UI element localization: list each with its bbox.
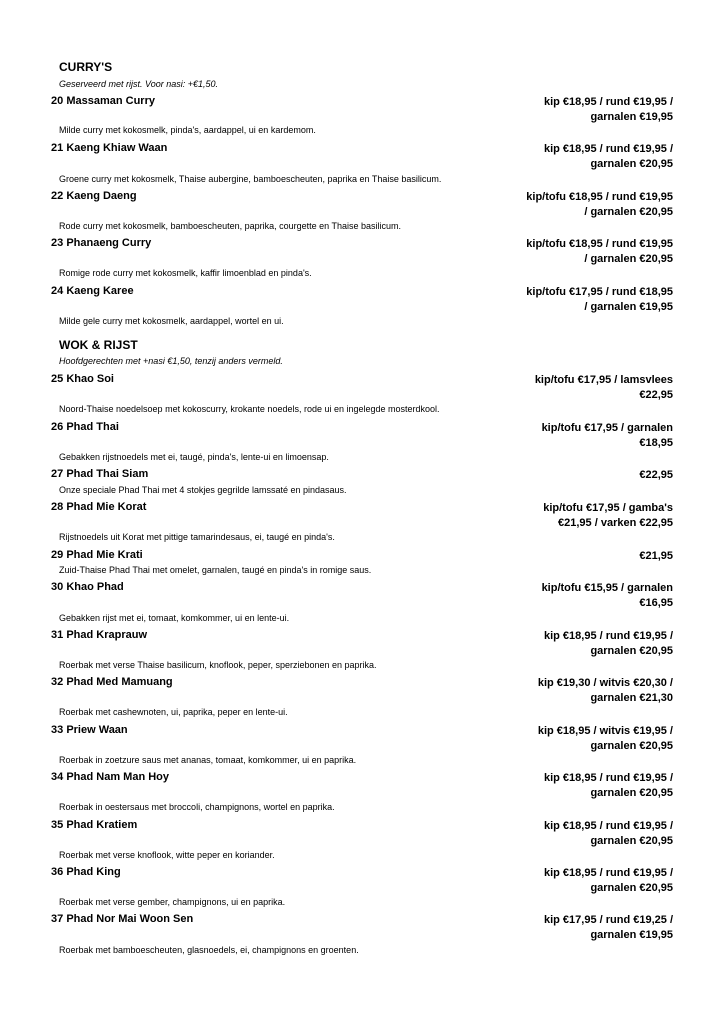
item-price [413, 373, 673, 403]
item-price [413, 468, 673, 483]
item-price-line: kip €18,95 / rund €19,95 / [543, 630, 673, 642]
item-description: Rijstnoedels uit Korat met pittige tamarindesaus, ei, taugé en pinda's. [59, 532, 335, 542]
item-name [51, 468, 148, 480]
item-description: Milde curry met kokosmelk, pinda's, aardappel, ui en kardemom. [59, 125, 316, 135]
item-price [413, 819, 673, 849]
item-price-line: kip €18,95 / rund €19,95 / [543, 820, 673, 832]
item-name [51, 421, 119, 433]
item-price [413, 237, 673, 267]
item-title: Kaeng Daeng [66, 190, 137, 202]
item-price-line: kip €17,95 / rund €19,25 / [543, 914, 673, 926]
item-number: 30 [51, 581, 64, 593]
item-name [51, 771, 169, 783]
item-description: Roerbak met verse Thaise basilicum, knoflook, peper, sperziebonen en paprika. [59, 660, 377, 670]
item-price-line: €18,95 [639, 437, 673, 449]
item-title: Kaeng Karee [66, 285, 134, 297]
item-title: Massaman Curry [66, 95, 155, 107]
item-description: Roerbak met verse gember, champignons, ui en paprika. [59, 897, 286, 907]
section-title: CURRY'S [59, 60, 113, 74]
item-price-line: kip €18,95 / rund €19,95 / [543, 867, 673, 879]
item-price-line: kip/tofu €17,95 / gamba's [543, 502, 673, 514]
item-price-line: / garnalen €20,95 [584, 253, 673, 265]
item-name [51, 866, 121, 878]
item-price-line: kip/tofu €18,95 / rund €19,95 [526, 238, 673, 250]
item-name [51, 676, 173, 688]
item-title: Phad Thai Siam [66, 468, 149, 480]
item-price-line: garnalen €20,95 [590, 882, 673, 894]
item-price [413, 913, 673, 943]
item-price-line: €16,95 [639, 597, 673, 609]
item-title: Khao Phad [66, 581, 124, 593]
item-title: Phad Mie Korat [66, 501, 147, 513]
item-price-line: €21,95 [639, 550, 673, 562]
item-price [413, 95, 673, 125]
item-title: Phad Nam Man Hoy [66, 771, 169, 783]
item-price-line: / garnalen €19,95 [584, 301, 673, 313]
item-price-line: kip/tofu €18,95 / rund €19,95 [526, 191, 673, 203]
item-name [51, 285, 134, 297]
item-price [413, 190, 673, 220]
item-description: Roerbak met verse knoflook, witte peper en koriander. [59, 850, 275, 860]
item-name [51, 819, 137, 831]
section-note: Geserveerd met rijst. Voor nasi: +€1,50. [59, 79, 218, 89]
item-price-line: garnalen €19,95 [590, 111, 673, 123]
item-name [51, 549, 143, 561]
item-price-line: €22,95 [639, 389, 673, 401]
item-price-line: garnalen €19,95 [590, 929, 673, 941]
item-number: 23 [51, 237, 64, 249]
item-price-line: / garnalen €20,95 [584, 206, 673, 218]
item-price-line: kip €19,30 / witvis €20,30 / [537, 677, 673, 689]
item-price-line: garnalen €20,95 [590, 645, 673, 657]
item-number: 20 [51, 95, 64, 107]
item-price [413, 501, 673, 531]
item-name [51, 373, 114, 385]
item-name [51, 913, 193, 925]
item-description: Rode curry met kokosmelk, bamboescheuten, paprika, courgette en Thaise basilicum. [59, 221, 402, 231]
item-price-line: garnalen €20,95 [590, 787, 673, 799]
item-title: Priew Waan [66, 724, 128, 736]
item-description: Noord-Thaise noedelsoep met kokoscurry, krokante noedels, rode ui en ingelegde mosterdkool. [59, 404, 440, 414]
item-number: 24 [51, 285, 64, 297]
item-title: Phanaeng Curry [66, 237, 152, 249]
item-name [51, 581, 124, 593]
item-description: Roerbak in oestersaus met broccoli, champignons, wortel en paprika. [59, 802, 335, 812]
item-title: Phad Kraprauw [66, 629, 147, 641]
item-title: Phad Nor Mai Woon Sen [66, 913, 194, 925]
item-description: Gebakken rijst met ei, tomaat, komkommer, ui en lente-ui. [59, 613, 290, 623]
item-description: Milde gele curry met kokosmelk, aardappel, wortel en ui. [59, 316, 284, 326]
item-description: Groene curry met kokosmelk, Thaise aubergine, bamboescheuten, paprika en Thaise basilicum. [59, 174, 442, 184]
section-note: Hoofdgerechten met +nasi €1,50, tenzij anders vermeld. [59, 356, 283, 366]
item-price [413, 771, 673, 801]
item-price [413, 421, 673, 451]
item-number: 32 [51, 676, 64, 688]
item-name [51, 629, 147, 641]
item-title: Kaeng Khiaw Waan [66, 142, 168, 154]
item-number: 29 [51, 549, 64, 561]
item-price [413, 285, 673, 315]
item-number: 21 [51, 142, 64, 154]
item-number: 25 [51, 373, 64, 385]
item-description: Zuid-Thaise Phad Thai met omelet, garnalen, taugé en pinda's in romige saus. [59, 565, 372, 575]
item-description: Roerbak met cashewnoten, ui, paprika, peper en lente-ui. [59, 707, 288, 717]
item-price [413, 676, 673, 706]
section-title: WOK & RIJST [59, 338, 138, 352]
item-price-line: garnalen €20,95 [590, 740, 673, 752]
item-price-line: kip €18,95 / rund €19,95 / [543, 143, 673, 155]
item-title: Phad Mie Krati [66, 549, 143, 561]
item-number: 22 [51, 190, 64, 202]
item-number: 36 [51, 866, 64, 878]
item-name [51, 724, 128, 736]
item-name [51, 142, 167, 154]
item-description: Roerbak met bamboescheuten, glasnoedels, ei, champignons en groenten. [59, 945, 359, 955]
item-price-line: kip/tofu €17,95 / garnalen [541, 422, 673, 434]
item-price [413, 724, 673, 754]
item-price-line: garnalen €21,30 [590, 692, 673, 704]
item-price-line: kip €18,95 / witvis €19,95 / [537, 725, 673, 737]
item-description: Gebakken rijstnoedels met ei, taugé, pinda's, lente-ui en limoensap. [59, 452, 329, 462]
item-price [413, 142, 673, 172]
item-number: 26 [51, 421, 64, 433]
item-price-line: kip/tofu €17,95 / lamsvlees [534, 374, 673, 386]
item-title: Phad Kratiem [66, 819, 138, 831]
item-price-line: garnalen €20,95 [590, 835, 673, 847]
item-name [51, 95, 155, 107]
item-price [413, 581, 673, 611]
item-number: 27 [51, 468, 64, 480]
item-name [51, 237, 151, 249]
item-title: Khao Soi [66, 373, 114, 385]
item-number: 31 [51, 629, 64, 641]
item-description: Romige rode curry met kokosmelk, kaffir limoenblad en pinda's. [59, 268, 312, 278]
item-price [413, 866, 673, 896]
item-number: 34 [51, 771, 64, 783]
item-price-line: €22,95 [639, 469, 673, 481]
item-number: 28 [51, 501, 64, 513]
item-title: Phad Med Mamuang [66, 676, 173, 688]
item-price-line: kip €18,95 / rund €19,95 / [543, 96, 673, 108]
item-price-line: €21,95 / varken €22,95 [558, 517, 673, 529]
item-price-line: kip €18,95 / rund €19,95 / [543, 772, 673, 784]
item-price-line: kip/tofu €17,95 / rund €18,95 [526, 286, 673, 298]
item-price [413, 629, 673, 659]
item-title: Phad Thai [66, 421, 119, 433]
item-name [51, 501, 146, 513]
item-title: Phad King [66, 866, 121, 878]
item-number: 33 [51, 724, 64, 736]
item-description: Roerbak in zoetzure saus met ananas, tomaat, komkommer, ui en paprika. [59, 755, 357, 765]
item-price-line: kip/tofu €15,95 / garnalen [541, 582, 673, 594]
item-number: 35 [51, 819, 64, 831]
item-price-line: garnalen €20,95 [590, 158, 673, 170]
item-price [413, 549, 673, 564]
item-number: 37 [51, 913, 64, 925]
item-description: Onze speciale Phad Thai met 4 stokjes gegrilde lamssaté en pindasaus. [59, 485, 347, 495]
item-name [51, 190, 137, 202]
